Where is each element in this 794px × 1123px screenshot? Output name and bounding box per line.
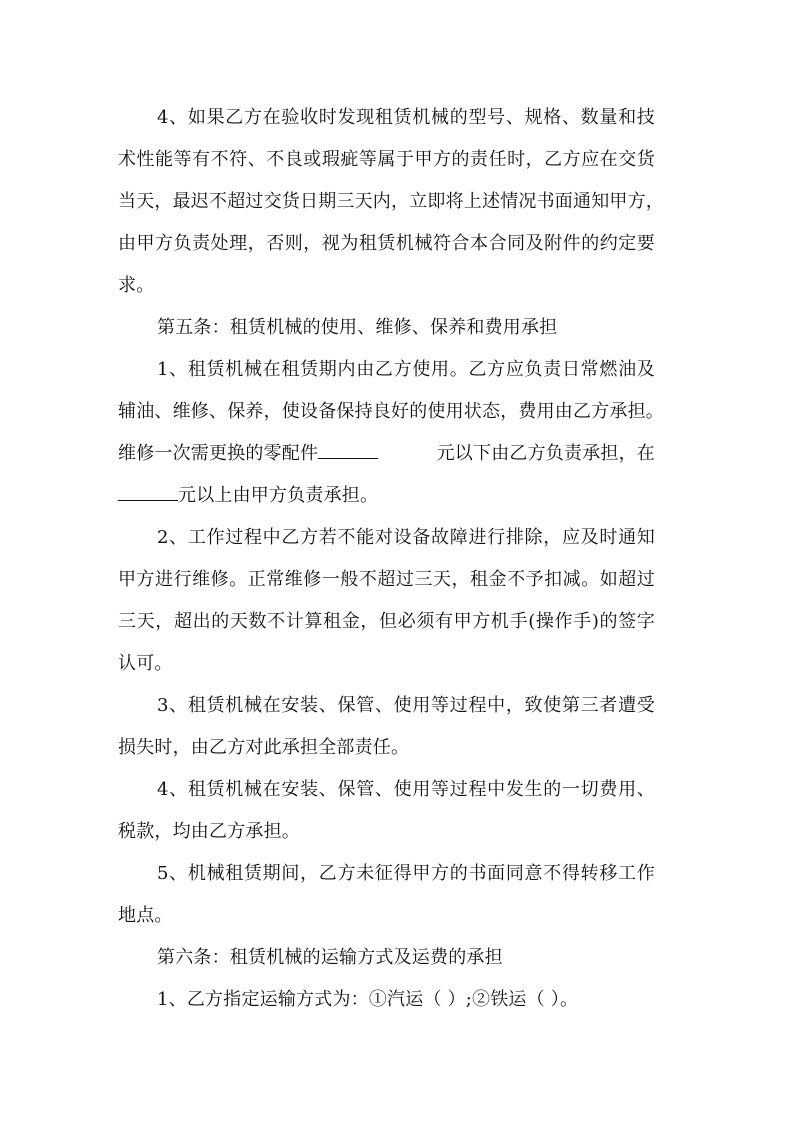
article-5-item-5-line-1: 5、机械租赁期间，乙方未征得甲方的书面同意不得转移工作	[157, 863, 655, 884]
clause-4-line-3: 当天，最迟不超过交货日期三天内，立即将上述情况书面通知甲方，	[118, 191, 664, 212]
amount-blank-1[interactable]	[318, 443, 378, 459]
clause-4-line-1: 4、如果乙方在验收时发现租赁机械的型号、规格、数量和技	[157, 107, 655, 128]
article-5-item-1-line-4	[118, 484, 678, 508]
article-5-item-4-line-2: 税款，均由乙方承担。	[118, 821, 300, 842]
article-6-item-1-line-1: 1、乙方指定运输方式为：①汽运（ ）;②铁运（ ）。	[157, 989, 579, 1010]
article-5-item-2-line-3: 三天，超出的天数不计算租金，但必须有甲方机手(操作手)的签字	[118, 611, 655, 632]
amount-blank-2[interactable]	[118, 485, 178, 501]
clause-4-line-5: 求。	[118, 275, 155, 296]
article-5-item-5-line-2: 地点。	[118, 905, 173, 926]
line-4-text: 元以上由甲方负责承担。	[178, 485, 379, 506]
article-5-item-1-line-3	[118, 442, 655, 466]
article-5-item-2-line-2: 甲方进行维修。正常维修一般不超过三天，租金不予扣减。如超过	[118, 569, 655, 590]
article-5-item-3-line-1: 3、租赁机械在安装、保管、使用等过程中，致使第三者遭受	[157, 695, 655, 716]
article-5-item-2-line-4: 认可。	[118, 653, 173, 674]
line-3-text-a: 维修一次需更换的零配件	[118, 443, 319, 464]
clause-4-line-4: 由甲方负责处理，否则，视为租赁机械符合本合同及附件的约定要	[118, 233, 655, 254]
line-3-text-b: 元以下由乙方负责承担，在	[436, 443, 655, 464]
article-6-heading: 第六条：租赁机械的运输方式及运费的承担	[157, 947, 503, 968]
article-5-item-4-line-1: 4、租赁机械在安装、保管、使用等过程中发生的一切费用、	[157, 779, 655, 800]
article-5-item-2-line-1: 2、工作过程中乙方若不能对设备故障进行排除，应及时通知	[157, 527, 655, 548]
article-5-item-3-line-2: 损失时，由乙方对此承担全部责任。	[118, 737, 410, 758]
article-5-item-1-line-2: 辅油、维修、保养，使设备保持良好的使用状态，费用由乙方承担。	[118, 401, 664, 422]
clause-4-line-2: 术性能等有不符、不良或瑕疵等属于甲方的责任时，乙方应在交货	[118, 149, 655, 170]
article-5-item-1-line-1: 1、租赁机械在租赁期内由乙方使用。乙方应负责日常燃油及	[157, 359, 655, 380]
article-5-heading: 第五条：租赁机械的使用、维修、保养和费用承担	[157, 317, 558, 338]
